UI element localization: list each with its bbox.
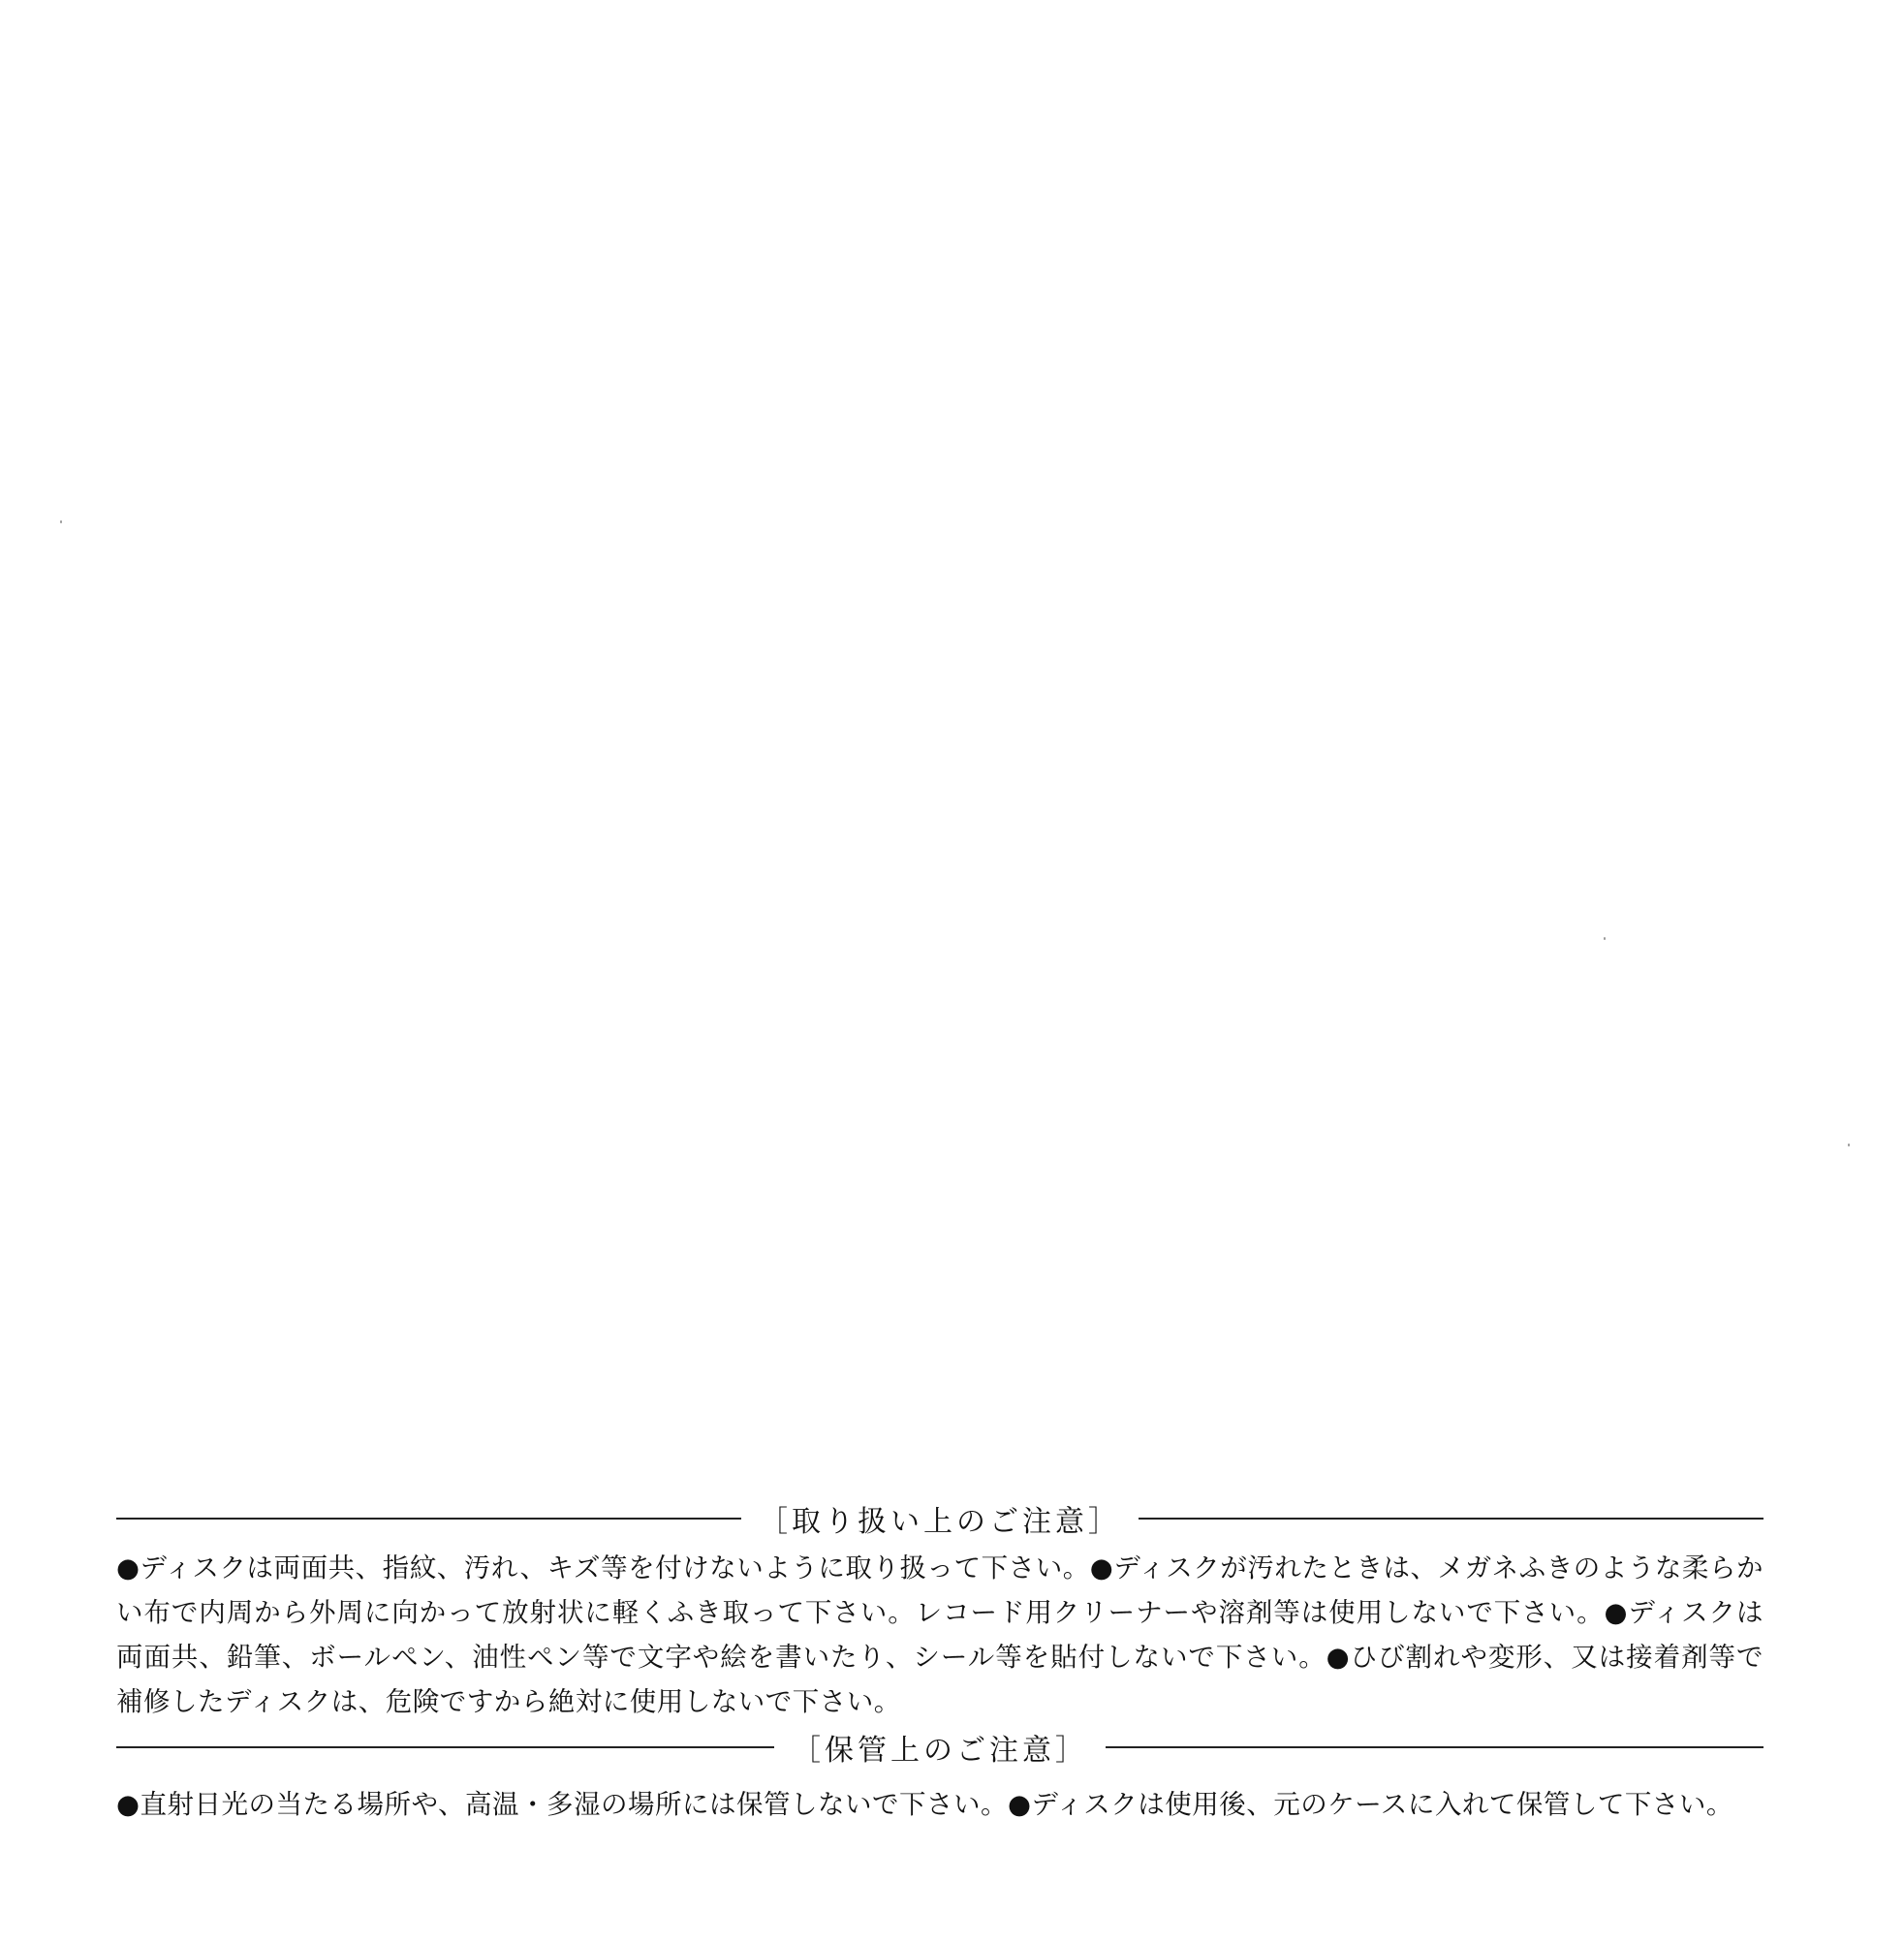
storage-instructions: ●直射日光の当たる場所や、高温・多湿の場所には保管しないで下さい。●ディスクは使用後、元のケースに入れて保管して下さい。 bbox=[116, 1789, 1733, 1820]
scan-speck bbox=[1848, 1144, 1850, 1146]
scan-speck bbox=[60, 520, 62, 523]
storage-heading-row bbox=[116, 1726, 1764, 1769]
heading-rule-left bbox=[116, 1518, 741, 1520]
handling-instructions: ●ディスクは両面共、指紋、汚れ、キズ等を付けないように取り扱って下さい。●ディスクが汚れたときは、メガネふきのような柔らかい布で内周から外周に向かって放射状に軽くふき取って下さい。レコード用クリーナーや溶剤等は使用しないで下さい。●ディスクは両面共、鉛筆、ボールペン、油性ペン等で文字や絵を書いたり、シール等を貼付しないで下さい。●ひび割れや変形、又は接着剤等で補修したディスクは、危険ですから絶対に使用しないで下さい。 bbox=[116, 1552, 1764, 1717]
handling-heading-row bbox=[116, 1497, 1764, 1540]
heading-rule-right bbox=[1106, 1746, 1764, 1748]
storage-heading: ［保管上のご注意］ bbox=[792, 1734, 1088, 1768]
handling-heading: ［取り扱い上のご注意］ bbox=[759, 1505, 1121, 1539]
care-notice bbox=[116, 1497, 1764, 1827]
heading-rule-left bbox=[116, 1746, 774, 1748]
heading-rule-right bbox=[1139, 1518, 1764, 1520]
scan-speck bbox=[1604, 937, 1606, 940]
